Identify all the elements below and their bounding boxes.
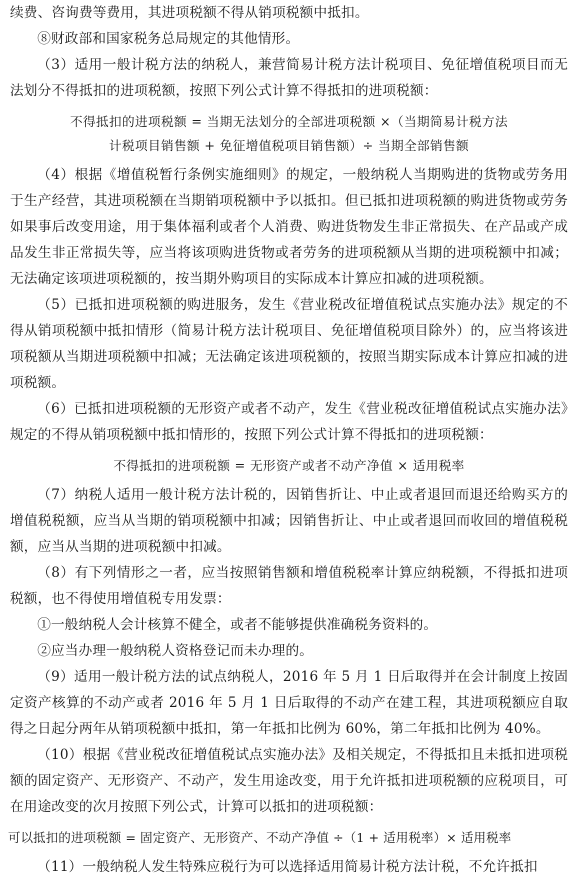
formula-line-2: 计税项目销售额 + 免征增值税项目销售额）÷ 当期全部销售额 <box>109 138 469 153</box>
paragraph-4: （4）根据《增值税暂行条例实施细则》的规定，一般纳税人当期购进的货物或劳务用于生产经营，其进项税额在当期销项税额中予以抵扣。但已抵扣进项税额的购进货物或劳务如果事后改变用途，用于集体福利或者个人消费、购进货物发生非正常损失、在产品或产成品发生非正常损失等，应当将该项购进货物或者劳务的进项税额从当期的进项税额中扣减；无法确定该项进项税额的，按当期外购项目的实际成本计算应扣减的进项税额。 <box>10 167 568 287</box>
paragraph-continuation: 续费、咨询费等费用，其进项税额不得从销项税额中抵扣。 <box>10 5 369 21</box>
formula-non-deductible-apportion <box>10 110 568 158</box>
paragraph-5: （5）已抵扣进项税额的购进服务，发生《营业税改征增值税试点实施办法》规定的不得从销项税额中抵扣情形（简易计税方法计税项目、免征增值税项目除外）的，应当将该进项税额从当期进项税额中扣减；无法确定该进项税额的，按照当期实际成本计算应扣减的进项税额。 <box>10 297 568 391</box>
paragraph-10: （10）根据《营业税改征增值税试点实施办法》及相关规定，不得抵扣且未抵扣进项税额的固定资产、无形资产、不动产，发生用途改变，用于允许抵扣进项税额的应税项目，可在用途改变的次月按照下列公式，计算可以抵扣的进项税额： <box>10 747 568 815</box>
paragraph-8-item-2: ②应当办理一般纳税人资格登记而未办理的。 <box>37 643 314 659</box>
paragraph-9: （9）适用一般计税方法的试点纳税人，2016 年 5 月 1 日后取得并在会计制度上按固定资产核算的不动产或者 2016 年 5 月 1 日后取得的不动产在建工程，其进项税额应自取得之日起分两年从销项税额中抵扣，第一年抵扣比例为 60%，第二年抵扣比例为 40%。 <box>10 669 568 737</box>
formula-deductible-after-change: 可以抵扣的进项税额 = 固定资产、无形资产、不动产净值 ÷（1 + 适用税率）× 适用税率 <box>8 830 512 845</box>
paragraph-3: （3）适用一般计税方法的纳税人，兼营简易计税方法计税项目、免征增值税项目而无法划分不得抵扣的进项税额，按照下列公式计算不得抵扣的进项税额： <box>10 57 568 99</box>
paragraph-6: （6）已抵扣进项税额的无形资产或者不动产，发生《营业税改征增值税试点实施办法》规定的不得从销项税额中抵扣情形的，按照下列公式计算不得抵扣的进项税额： <box>10 401 568 443</box>
paragraph-7: （7）纳税人适用一般计税方法计税的，因销售折让、中止或者退回而退还给购买方的增值税税额，应当从当期的销项税额中扣减；因销售折让、中止或者退回而收回的增值税税额，应当从当期的进项税额中扣减。 <box>10 487 568 555</box>
formula-line-1: 不得抵扣的进项税额 = 当期无法划分的全部进项税额 ×（当期简易计税方法 <box>70 114 508 129</box>
paragraph-8: （8）有下列情形之一者，应当按照销售额和增值税税率计算应纳税额，不得抵扣进项税额，也不得使用增值税专用发票： <box>10 565 568 607</box>
paragraph-item-8: ⑧财政部和国家税务总局规定的其他情形。 <box>37 31 300 47</box>
paragraph-11: （11）一般纳税人发生特殊应税行为可以选择适用简易计税方法计税，不允许抵扣 <box>37 859 538 875</box>
formula-intangible-assets: 不得抵扣的进项税额 = 无形资产或者不动产净值 × 适用税率 <box>113 458 465 473</box>
paragraph-8-item-1: ①一般纳税人会计核算不健全，或者不能够提供准确税务资料的。 <box>37 617 438 633</box>
